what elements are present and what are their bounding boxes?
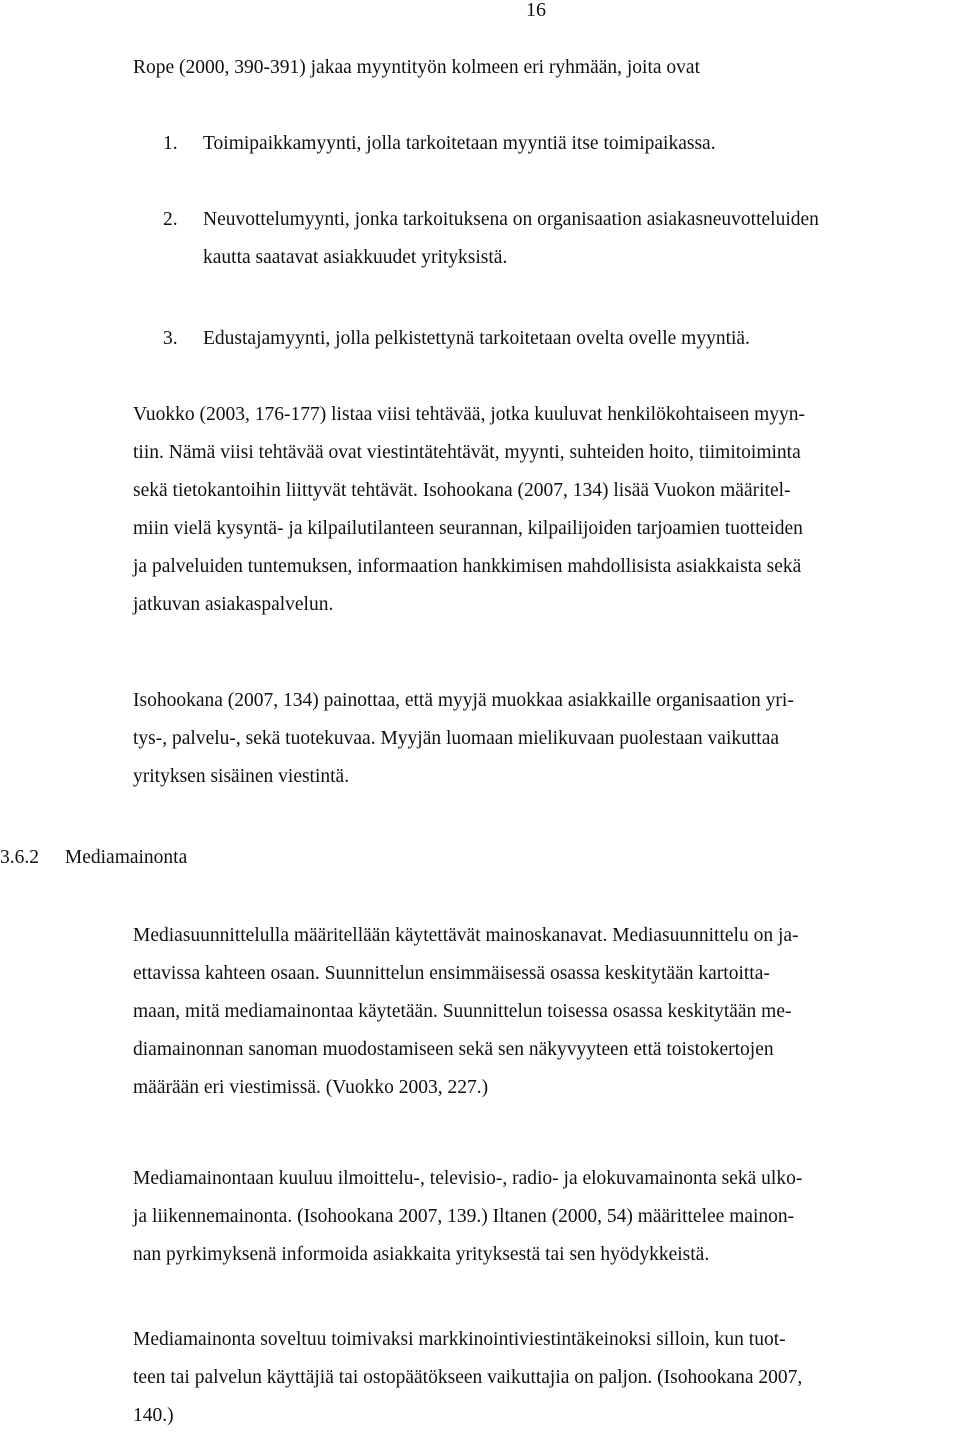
list-item-text: Toimipaikkamyynti, jolla tarkoitetaan myyntiä itse toimipaikassa.	[203, 133, 716, 154]
list-item-text	[203, 201, 955, 277]
paragraph-mediamainonta-soveltuu	[133, 1321, 955, 1435]
text-line: Isohookana (2007, 134) painottaa, että myyjä muokkaa asiakkaille organisaation yri-	[133, 690, 794, 711]
paragraph-isohookana-painottaa	[133, 682, 955, 796]
text-line: ja palveluiden tuntemuksen, informaation hankkimisen mahdollisista asiakkaista sekä	[133, 556, 802, 577]
paragraph-mediasuunnittelu	[133, 917, 955, 1107]
page-number: 16	[526, 0, 546, 21]
text-line: Vuokko (2003, 176-177) listaa viisi tehtävää, jotka kuuluvat henkilökohtaiseen myyn-	[133, 404, 805, 425]
text-line: ettavissa kahteen osaan. Suunnittelun ensimmäisessä osassa keskitytään kartoitta-	[133, 963, 770, 984]
text-line: miin vielä kysyntä- ja kilpailutilanteen seurannan, kilpailijoiden tarjoamien tuotteiden	[133, 518, 803, 539]
paragraph-vuokko-tehtavat	[133, 396, 955, 624]
intro-text: Rope (2000, 390-391) jakaa myyntityön kolmeen eri ryhmään, joita ovat	[133, 57, 700, 78]
text-line: Mediamainontaan kuuluu ilmoittelu-, televisio-, radio- ja elokuvamainonta sekä ulko-	[133, 1168, 803, 1189]
text-line: teen tai palvelun käyttäjiä tai ostopäätökseen vaikuttajia on paljon. (Isohookana 2007,	[133, 1367, 803, 1388]
list-item-number: 2.	[163, 209, 178, 230]
text-line: Mediasuunnittelulla määritellään käytettävät mainoskanavat. Mediasuunnittelu on ja-	[133, 925, 799, 946]
text-line: Mediamainonta soveltuu toimivaksi markkinointiviestintäkeinoksi silloin, kun tuot-	[133, 1329, 786, 1350]
paragraph-mediamainontaan-kuuluu	[133, 1160, 955, 1274]
text-line: sekä tietokantoihin liittyvät tehtävät. Isohookana (2007, 134) lisää Vuokon määritel-	[133, 480, 791, 501]
section-number: 3.6.2	[0, 847, 39, 868]
list-item-number: 1.	[163, 133, 178, 154]
text-line: jatkuvan asiakaspalvelun.	[133, 594, 334, 615]
text-line: diamainonnan sanoman muodostamiseen sekä sen näkyvyyteen että toistokertojen	[133, 1039, 774, 1060]
text-line: tys-, palvelu-, sekä tuotekuvaa. Myyjän luomaan mielikuvaan puolestaan vaikuttaa	[133, 728, 780, 749]
list-item-line: Neuvottelumyynti, jonka tarkoituksena on organisaation asiakasneuvotteluiden	[203, 209, 819, 230]
list-item-text: Edustajamyynti, jolla pelkistettynä tarkoitetaan ovelta ovelle myyntiä.	[203, 328, 750, 349]
text-line: ja liikennemainonta. (Isohookana 2007, 139.) Iltanen (2000, 54) määrittelee mainon-	[133, 1206, 795, 1227]
list-item-line: kautta saatavat asiakkuudet yrityksistä.	[203, 247, 508, 268]
text-line: tiin. Nämä viisi tehtävää ovat viestintätehtävät, myynti, suhteiden hoito, tiimitoiminta	[133, 442, 801, 463]
text-line: nan pyrkimyksenä informoida asiakkaita yrityksestä tai sen hyödykkeistä.	[133, 1244, 710, 1265]
section-title: Mediamainonta	[64, 847, 188, 868]
list-item-number: 3.	[163, 328, 178, 349]
section-heading	[0, 842, 187, 874]
text-line: maan, mitä mediamainontaa käytetään. Suunnittelun toisessa osassa keskitytään me-	[133, 1001, 792, 1022]
text-line: määrään eri viestimissä. (Vuokko 2003, 227.)	[133, 1077, 489, 1098]
text-line: yrityksen sisäinen viestintä.	[133, 766, 350, 787]
text-line: 140.)	[133, 1405, 174, 1426]
